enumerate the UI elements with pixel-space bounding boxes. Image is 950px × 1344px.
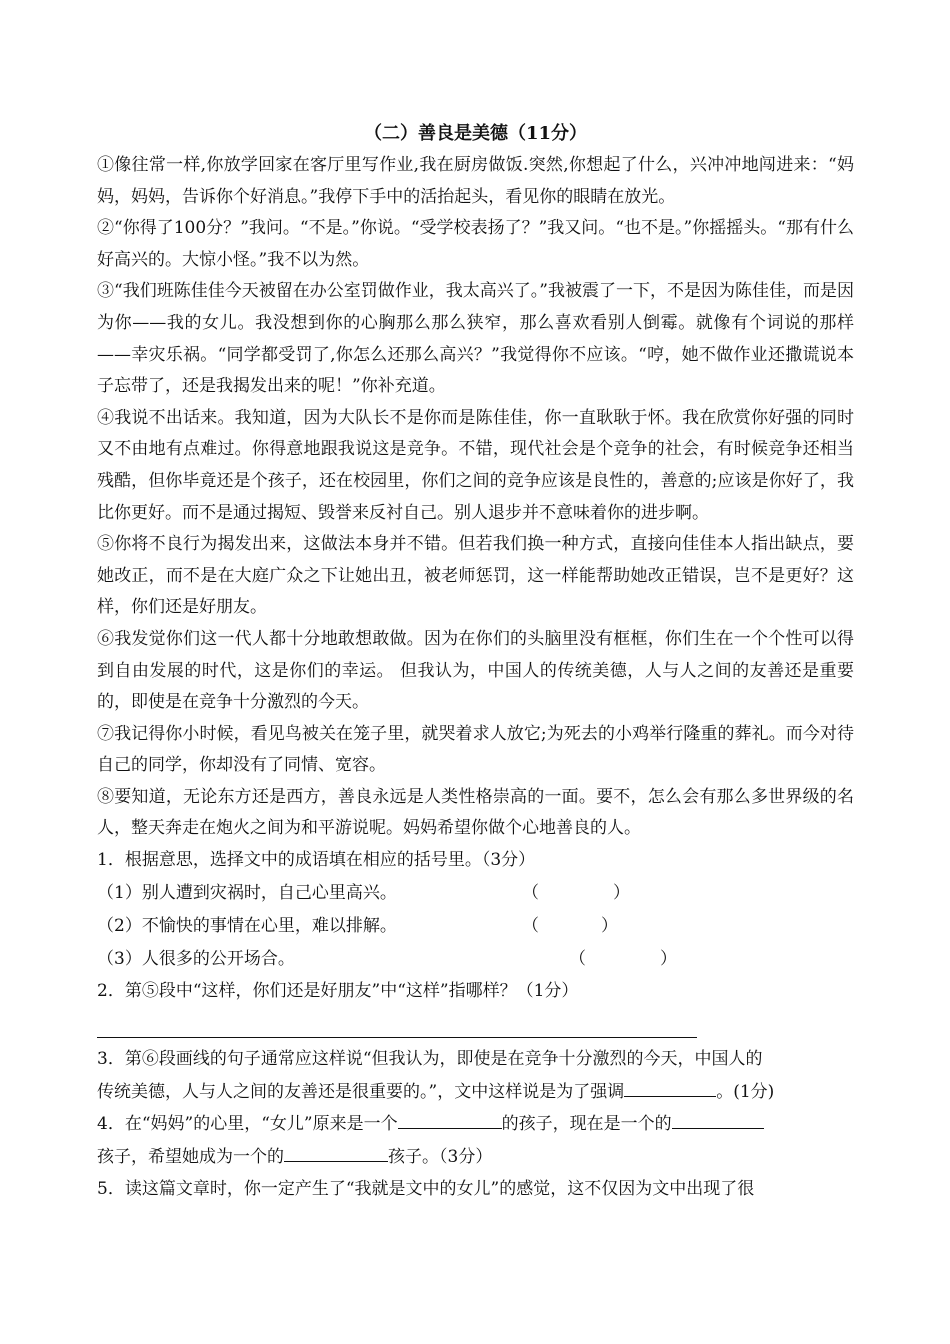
- question-4-text-a: 4．在“妈妈”的心里，“女儿”原来是一个: [97, 1114, 398, 1135]
- paragraph-6: ⑥我发觉你们这一代人都十分地敢想敢做。因为在你们的头脑里没有框框，你们生在一个个性可以得到自由发展的时代，这是你们的幸运。 但我认为，中国人的传统美德，人与人之间的友善还是重要的，即使是在竞争十分激烈的今天。: [97, 628, 854, 713]
- paragraph-8: ⑧要知道，无论东方还是西方，善良永远是人类性格崇高的一面。要不，怎么会有那么多世界级的名人，整天奔走在炮火之间为和平游说呢。妈妈希望你做个心地善良的人。: [97, 786, 854, 839]
- paragraph-5: ⑤你将不良行为揭发出来，这做法本身并不错。但若我们换一种方式，直接向佳佳本人指出缺点，要她改正，而不是在大庭广众之下让她出丑，被老师惩罚，这一样能帮助她改正错误，岂不是更好？这样，你们还是好朋友。: [97, 534, 854, 618]
- question-3-line-1: 3．第⑥段画线的句子通常应这样说“但我认为，即使是在竞争十分激烈的今天，中国人的: [97, 1049, 763, 1070]
- answer-paren-close: ）: [660, 948, 677, 969]
- question-4-text-d: 孩子。（3分）: [388, 1147, 493, 1168]
- answer-blank[interactable]: [398, 1108, 502, 1129]
- question-4-text-b: 的孩子，现在是一个的: [501, 1114, 672, 1135]
- paragraph-2: ②“你得了100分？”我问。“不是。”你说。“受学校表扬了？”我又问。“也不是。”你摇摇头。“那有什么好高兴的。大惊小怪。”我不以为然。: [97, 218, 854, 270]
- paragraph-1: ①像往常一样,你放学回家在客厅里写作业,我在厨房做饭.突然,你想起了什么，兴冲冲地闯进来：“妈妈，妈妈，告诉你个好消息。”我停下手中的活抬起头，看见你的眼睛在放光。: [97, 155, 854, 207]
- question-3-line-2: [97, 1076, 854, 1109]
- paragraph-4: ④我说不出话来。我知道，因为大队长不是你而是陈佳佳，你一直耿耿于怀。我在欣赏你好强的同时又不由地有点难过。你得意地跟我说这是竞争。不错，现代社会是个竞争的社会，有时候竞争还相当残酷，但你毕竟还是个孩子，还在校园里，你们之间的竞争应该是良性的，善意的;应该是你好了，我比你更好。而不是通过揭短、毁誉来反衬自己。别人退步并不意味着你的进步啊。: [97, 407, 854, 523]
- question-4-line-1: [97, 1108, 854, 1141]
- question-1: 1．根据意思，选择文中的成语填在相应的括号里。（3分）: [97, 850, 536, 871]
- paragraph-3: ③“我们班陈佳佳今天被留在办公室罚做作业，我太高兴了。”我被震了一下，不是因为陈佳佳，而是因为你——我的女儿。我没想到你的心胸那么那么狭窄，那么喜欢看别人倒霉。就像有个词说的那样——幸灾乐祸。“同学都受罚了,你怎么还那么高兴？”我觉得你不应该。“哼，她不做作业还撒谎说本子忘带了，还是我揭发出来的呢！”你补充道。: [97, 281, 854, 397]
- answer-paren-close: ）: [613, 882, 630, 903]
- answer-paren-open: （: [522, 915, 539, 936]
- answer-line[interactable]: [97, 1007, 697, 1038]
- section-title: （二）善良是美德（11分）: [363, 123, 588, 144]
- question-4-text-c: 孩子，希望她成为一个的: [97, 1147, 284, 1168]
- question-5: 5．读这篇文章时，你一定产生了“我就是文中的女儿”的感觉，这不仅因为文中出现了很: [97, 1178, 755, 1199]
- question-1-item-1: [97, 877, 854, 910]
- answer-paren-open: （: [569, 948, 586, 969]
- paragraph-7: ⑦我记得你小时候，看见鸟被关在笼子里，就哭着求人放它;为死去的小鸡举行隆重的葬礼。而今对待自己的同学，你却没有了同情、宽容。: [97, 723, 854, 776]
- answer-blank[interactable]: [624, 1076, 716, 1097]
- question-1-item-2-text: （2）不愉快的事情在心里，难以排解。: [97, 915, 397, 936]
- question-4-line-2: [97, 1141, 854, 1174]
- question-1-item-3: [97, 943, 854, 976]
- question-1-item-2: [97, 910, 854, 943]
- question-1-item-3-text: （3）人很多的公开场合。: [97, 948, 295, 969]
- answer-blank[interactable]: [672, 1108, 764, 1129]
- answer-paren-close: ）: [601, 915, 618, 936]
- answer-paren-open: （: [522, 882, 539, 903]
- question-3-score: 。(1分): [716, 1081, 775, 1102]
- question-1-item-1-text: （1）别人遭到灾祸时，自己心里高兴。: [97, 882, 397, 903]
- answer-blank[interactable]: [284, 1141, 388, 1162]
- question-3-text: 传统美德，人与人之间的友善还是很重要的。”，文中这样说是为了强调: [97, 1081, 625, 1102]
- question-2: 2．第⑤段中“这样，你们还是好朋友”中“这样”指哪样？（1分）: [97, 980, 579, 1001]
